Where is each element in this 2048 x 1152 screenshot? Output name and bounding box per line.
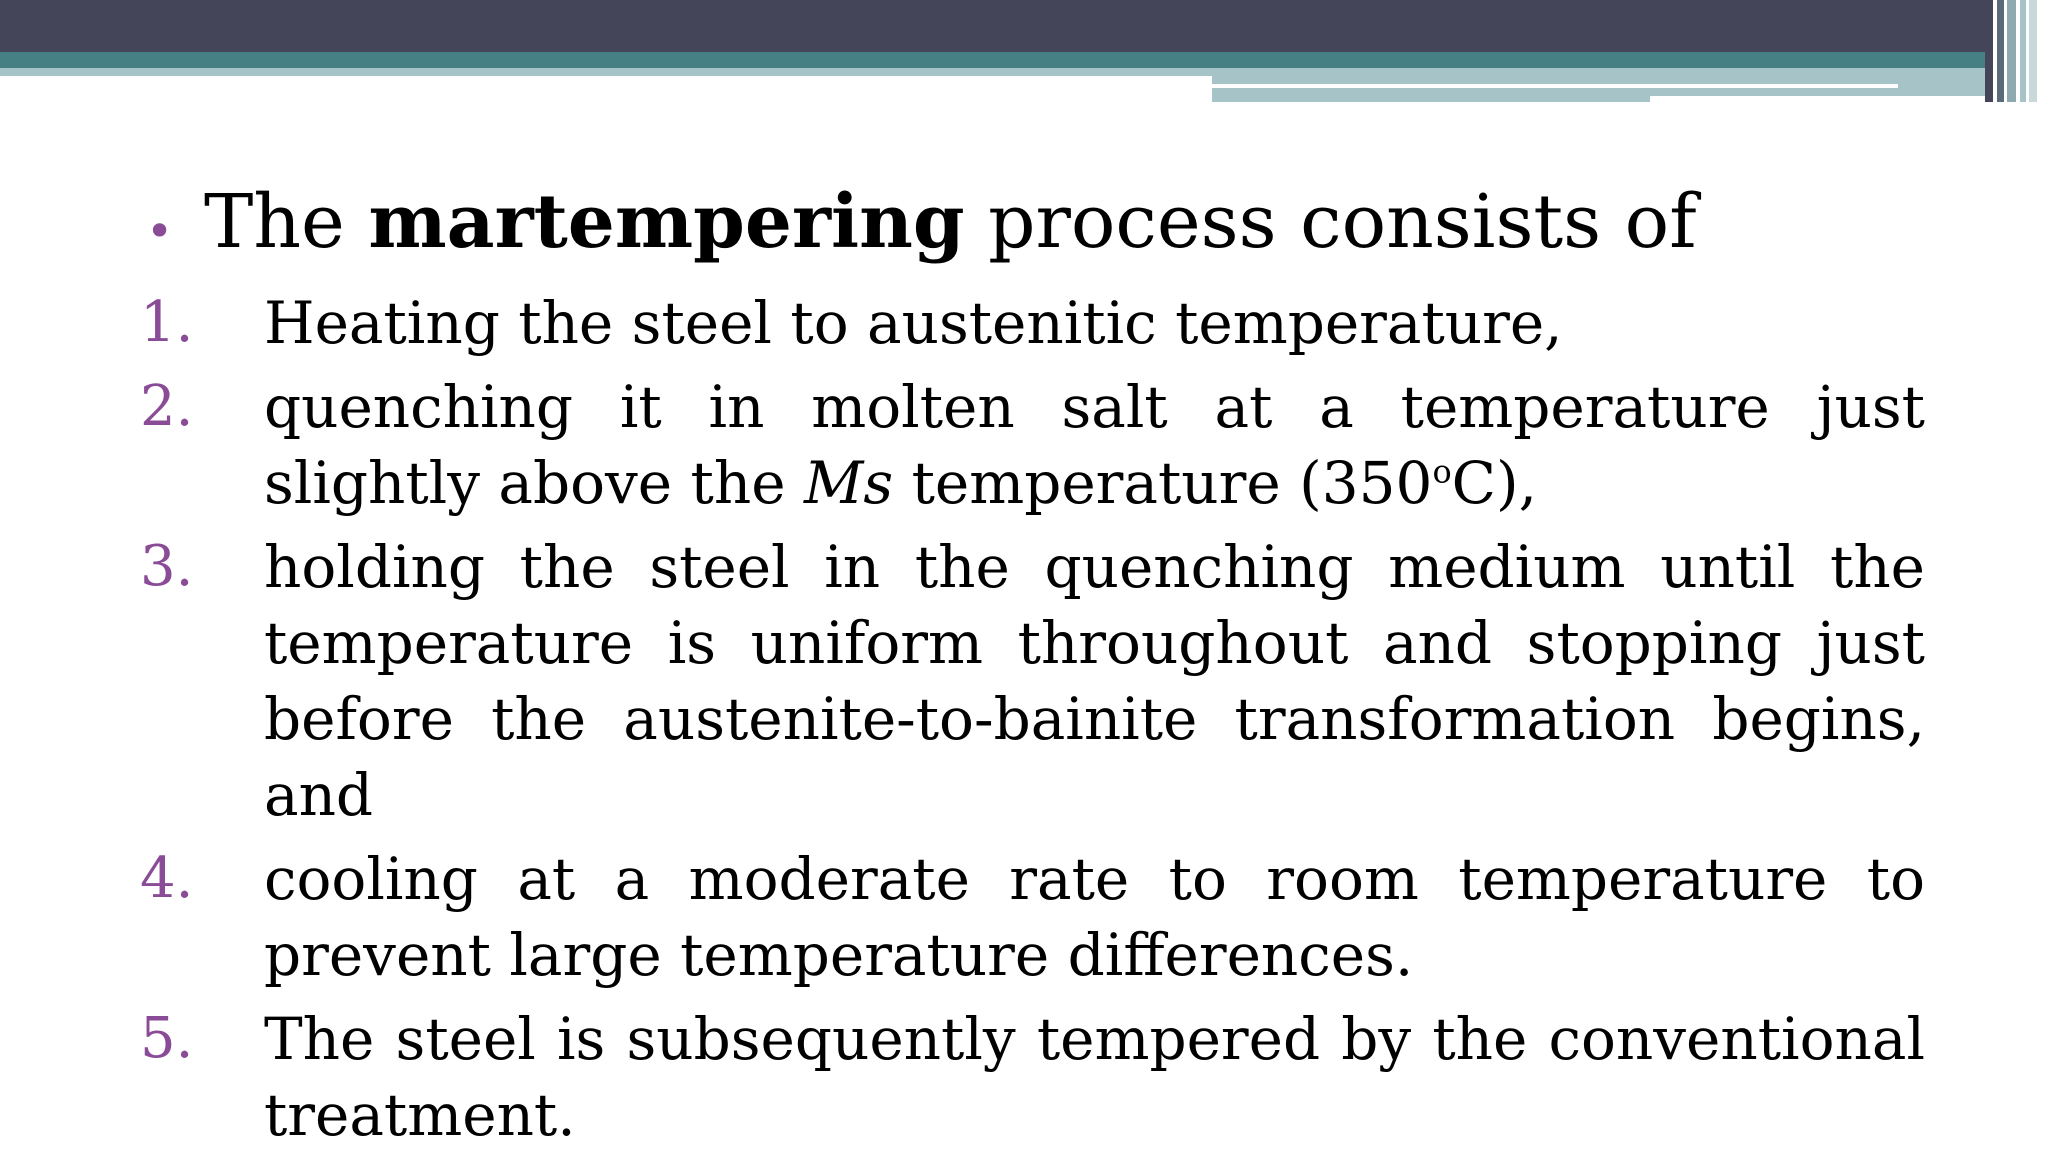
lead-prefix: The (204, 179, 345, 265)
step-number: 5. (140, 1006, 194, 1071)
step-text-part-c: C), (1451, 449, 1538, 517)
step-text-part-b: temperature (350 (911, 449, 1433, 517)
steps-list (140, 285, 1925, 1152)
header-side-stripes (1985, 0, 2048, 102)
list-item (140, 1001, 1925, 1152)
step-text: cooling at a moderate rate to room temperature to prevent large temperature differences. (264, 845, 1925, 989)
step-text: Heating the steel to austenitic temperature, (264, 289, 1563, 357)
header-white-line-2 (1650, 96, 1985, 102)
lead-bold-term: martempering (368, 179, 965, 265)
step-number: 3. (140, 534, 194, 599)
list-item (140, 529, 1925, 833)
header-band-light-left (0, 68, 1212, 76)
step-text: The steel is subsequently tempered by the conventional treatment. (264, 1005, 1925, 1149)
lead-suffix: process consists of (988, 179, 1697, 265)
slide-content (140, 172, 1925, 1152)
step-text: holding the steel in the quenching medium until the temperature is uniform throughout and stopping just before the austenite-to-bainite transformation begins, and (264, 533, 1925, 829)
header-band-dark (0, 0, 1985, 52)
step-number: 4. (140, 846, 194, 911)
step-number: 1. (140, 290, 194, 355)
lead-bullet-line (140, 172, 1925, 281)
header-band-teal (0, 52, 1985, 68)
step-text (264, 369, 1925, 521)
lead-text (204, 172, 1697, 272)
header-white-line (1212, 84, 1898, 88)
list-item (140, 369, 1925, 521)
step-number: 2. (140, 374, 194, 439)
step-text-part-a: quenching it in molten salt at a temperature just slightly above the (264, 373, 1925, 517)
list-item (140, 841, 1925, 993)
ms-symbol: Ms (803, 449, 894, 517)
bullet-dot: • (146, 204, 174, 258)
degree-superscript: o (1432, 452, 1452, 491)
list-item (140, 285, 1925, 361)
